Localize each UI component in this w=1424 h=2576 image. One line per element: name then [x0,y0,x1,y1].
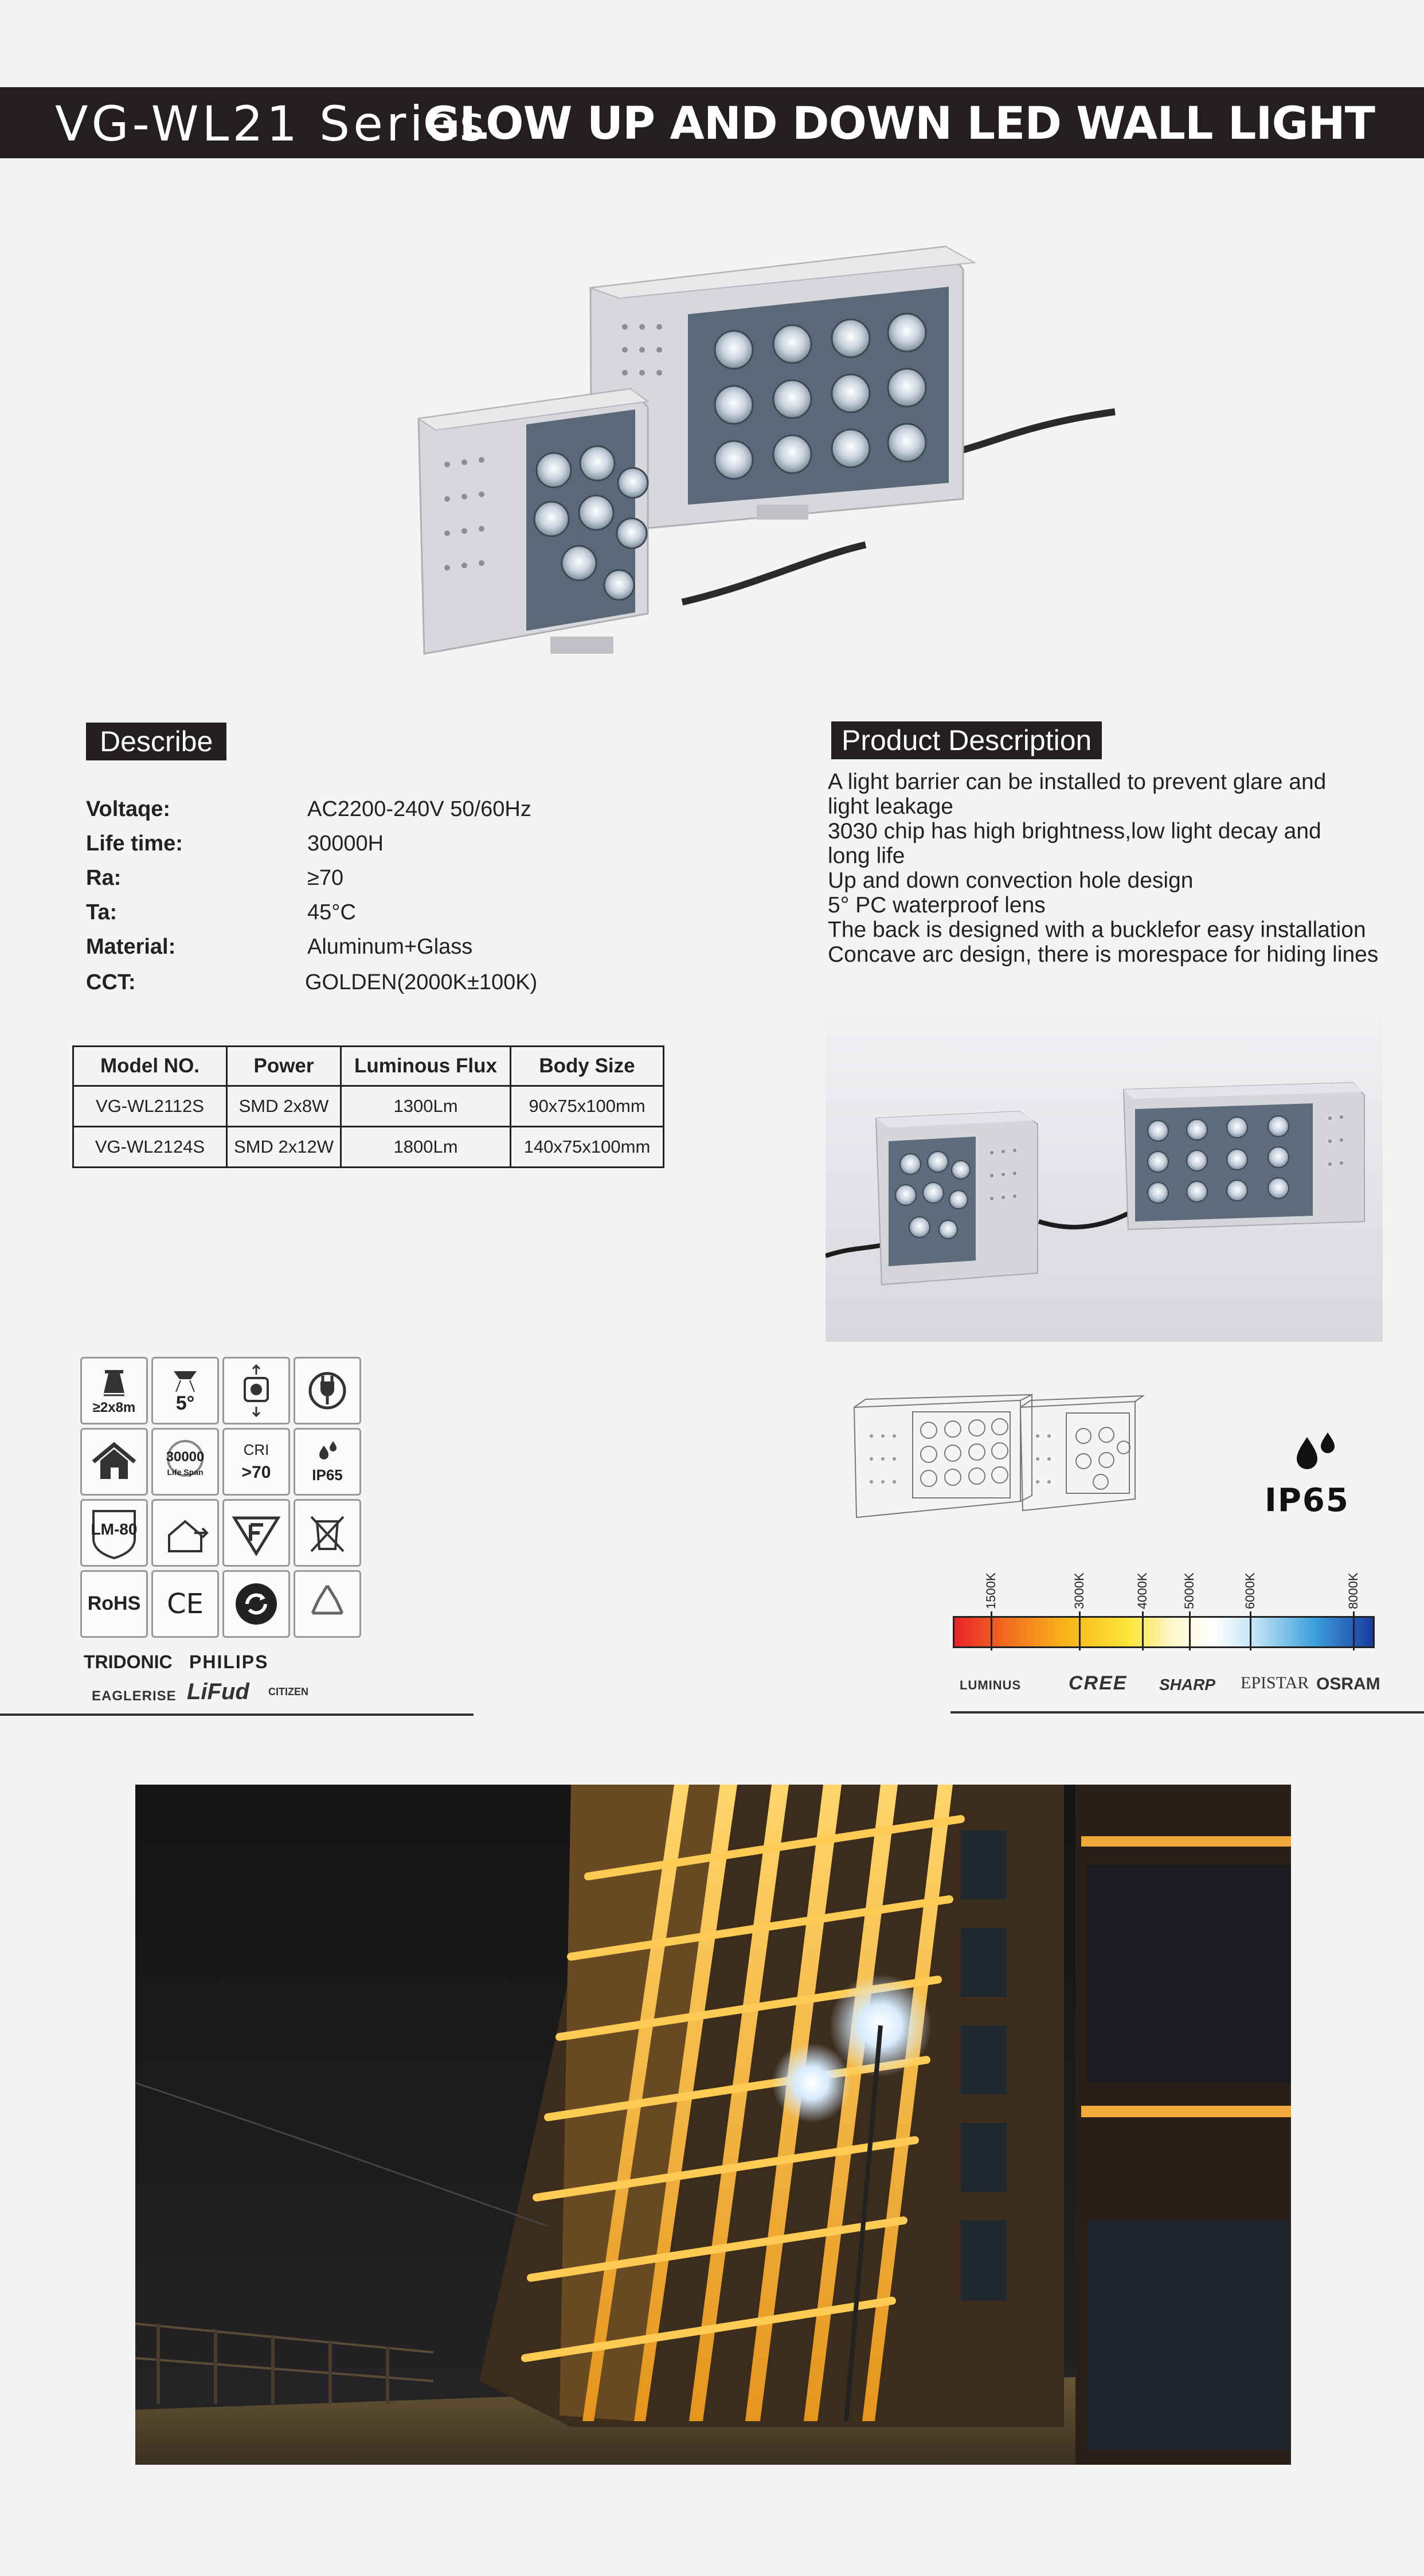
cct-label: 8000K [1346,1572,1360,1609]
cct-label: 1500K [984,1572,998,1609]
table-cell: VG-WL2112S [73,1086,227,1127]
table-cell: 1800Lm [341,1127,511,1168]
description-line: 3030 chip has high brightness,low light decay and [828,819,1321,844]
brand-lifud: LiFud [187,1679,249,1704]
beam-angle-label: 5° [175,1392,195,1414]
weee-bin-icon [294,1499,361,1567]
brand-cree: CREE [1069,1672,1128,1694]
life-span-label: Life Span [167,1467,204,1477]
description-line: The back is designed with a bucklefor easy installation [828,918,1366,942]
brand-osram: OSRAM [1316,1675,1380,1693]
divider-left [0,1714,474,1716]
lm80-label: LM-80 [91,1520,138,1538]
rohs-label: RoHS [87,1593,141,1614]
hero-product-image [401,235,1124,682]
product-description-list [828,770,1401,967]
spec-value: AC2200-240V 50/60Hz [307,797,531,821]
home-icon [80,1428,148,1496]
cri-label: CRI [243,1441,269,1458]
ce-label: CE [167,1588,204,1620]
table-cell: 90x75x100mm [511,1086,664,1127]
indoor-use-icon [151,1499,219,1567]
brand-luminus: LUMINUS [960,1678,1022,1692]
model-spec-table [72,1045,664,1168]
brand-epistar: EPISTAR [1241,1673,1309,1692]
description-line: long life [828,844,905,868]
column-header: Power [227,1047,341,1086]
cct-label: 4000K [1135,1572,1149,1609]
beam-angle-icon [151,1357,219,1424]
brand-philips: PHILIPS [189,1652,269,1672]
cct-tick [1079,1611,1081,1650]
ce-icon [151,1570,219,1638]
series-title: VG-WL21 Series [55,96,488,152]
spec-value: Aluminum+Glass [307,935,473,959]
cct-tick [1142,1611,1144,1650]
recycle-icon [294,1570,361,1638]
divider-right [950,1711,1424,1714]
product-photo [826,1004,1383,1342]
f-mark-icon [222,1499,290,1567]
spec-label: Material: [86,935,176,959]
column-header: Body Size [511,1047,664,1086]
description-line: light leakage [828,794,953,819]
page-headline: GLOW UP AND DOWN LED WALL LIGHT [423,98,1375,150]
table-cell: SMD 2x8W [227,1086,341,1127]
describe-tag: Describe [86,723,226,760]
ip65-large-label: IP65 [1265,1482,1349,1519]
spec-label: CCT: [86,970,136,994]
spec-value: ≥70 [307,866,344,890]
eco-plug-icon [294,1357,361,1424]
table-header-row [73,1047,664,1086]
cri-icon [222,1428,290,1496]
spec-label: Voltaqe: [86,797,171,821]
cct-color-scale [953,1616,1375,1648]
brand-tridonic: TRIDONIC [84,1652,173,1672]
cct-tick [1250,1611,1251,1650]
brand-sharp: SHARP [1159,1676,1216,1693]
brand-citizen: CITIZEN [268,1686,308,1697]
spec-value: 30000H [307,832,384,856]
cct-tick [1189,1611,1191,1650]
table-row [73,1086,664,1127]
cct-tick [991,1611,992,1650]
column-header: Model NO. [73,1047,227,1086]
rohs-icon [80,1570,148,1638]
table-cell: 1300Lm [341,1086,511,1127]
cri-value: >70 [241,1463,271,1482]
table-cell: SMD 2x12W [227,1127,341,1168]
distance-label: ≥2x8m [92,1400,136,1415]
cct-label: 3000K [1072,1572,1086,1609]
column-header: Luminous Flux [341,1047,511,1086]
life-span-icon [151,1428,219,1496]
distance-icon [80,1357,148,1424]
spec-label: Ra: [86,866,122,890]
lm80-icon [80,1499,148,1567]
recycle-arrow-icon [222,1570,290,1638]
spec-value: GOLDEN(2000K±100K) [305,970,538,994]
brand-eaglerise: EAGLERISE [92,1688,177,1704]
night-application-photo [135,1785,1291,2465]
description-line: Up and down convection hole design [828,868,1194,893]
adjust-icon [222,1357,290,1424]
product-description-tag: Product Description [831,721,1102,759]
cct-tick [1353,1611,1355,1650]
fixture-line-drawing [848,1390,1147,1525]
table-cell: 140x75x100mm [511,1127,664,1168]
ip-rating-label: IP65 [312,1466,343,1484]
cct-label: 6000K [1243,1572,1257,1609]
description-line: Concave arc design, there is morespace for hiding lines [828,942,1379,967]
table-cell: VG-WL2124S [73,1127,227,1168]
ip65-icon [294,1428,361,1496]
spec-label: Ta: [86,900,118,924]
description-line: A light barrier can be installed to prevent glare and [828,770,1327,794]
water-drop-icon [1290,1429,1341,1481]
spec-value: 45°C [307,900,356,924]
life-hours: 30000 [166,1449,205,1465]
description-line: 5° PC waterproof lens [828,893,1046,918]
cct-label: 5000K [1182,1572,1196,1609]
spec-label: Life time: [86,832,183,856]
table-row [73,1127,664,1168]
